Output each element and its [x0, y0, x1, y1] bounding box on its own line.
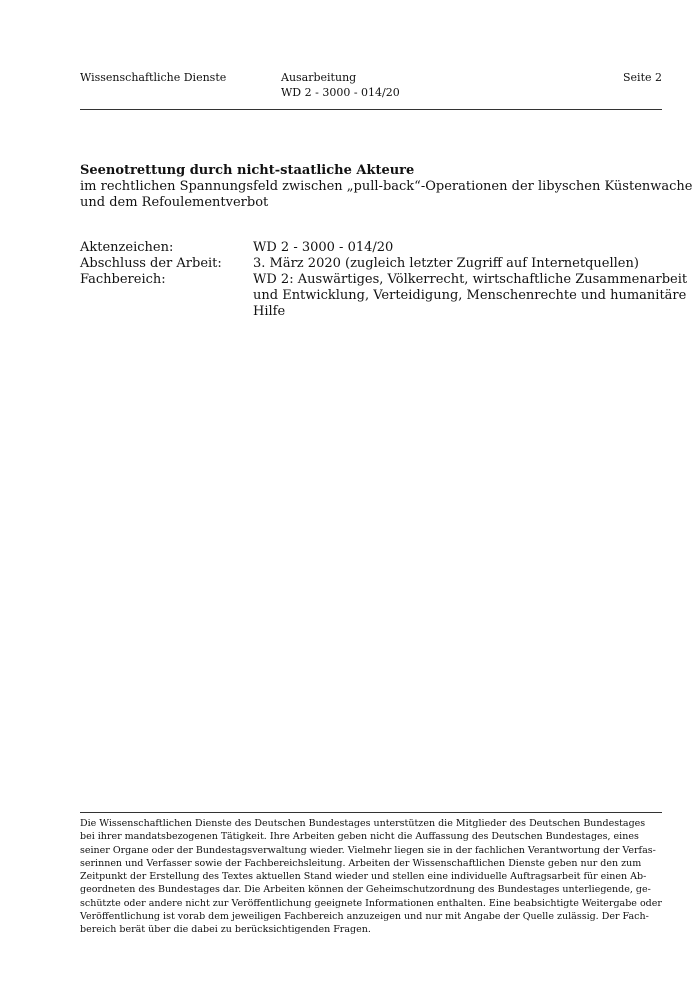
metadata-row-aktenzeichen: [80, 240, 662, 256]
metadata-value-line: und Entwicklung, Verteidigung, Menschenrechte und humanitäre: [253, 288, 687, 303]
metadata-value: [253, 272, 687, 320]
disclaimer-line: bei ihrer mandatsbezogenen Tätigkeit. Ihre Arbeiten geben nicht die Auffassung des Deutschen Bundestages, eines: [80, 831, 639, 843]
header-divider: [80, 109, 662, 110]
disclaimer-line: Die Wissenschaftlichen Dienste des Deutschen Bundestages unterstützen die Mitglieder des Deutschen Bundestages: [80, 818, 646, 829]
metadata-value: [253, 240, 662, 256]
disclaimer-text: [80, 817, 662, 937]
metadata-label: Fachbereich:: [80, 272, 166, 287]
disclaimer-line: seiner Organe oder der Bundestagsverwaltung wieder. Vielmehr liegen sie in der fachlichen Verantwortung der Verfas-: [80, 844, 656, 856]
header-institution: Wissenschaftliche Dienste: [80, 71, 227, 84]
disclaimer-line: Zeitpunkt der Erstellung des Textes aktuellen Stand wieder und stellen eine individuelle Auftragsarbeit für einen Ab-: [80, 871, 647, 883]
document-subtitle-line: im rechtlichen Spannungsfeld zwischen „pull-back“-Operationen der libyschen Küstenwache: [80, 179, 693, 194]
metadata-label: Abschluss der Arbeit:: [80, 256, 222, 271]
header-doc-type: Ausarbeitung: [281, 71, 357, 84]
metadata-value-line: WD 2: Auswärtiges, Völkerrecht, wirtschaftliche Zusammenarbeit: [253, 272, 688, 287]
metadata-value-line: Hilfe: [253, 304, 286, 319]
metadata-value: [253, 256, 662, 272]
disclaimer-line: Veröffentlichung ist vorab dem jeweiligen Fachbereich anzuzeigen und nur mit Angabe der Quelle zulässig. Der Fach-: [80, 911, 649, 923]
document-title: Seenotrettung durch nicht-staatliche Akteure: [80, 163, 415, 178]
disclaimer-line: schützte oder andere nicht zur Veröffentlichung geeignete Informationen enthalten. Eine beabsichtigte Weitergabe oder: [80, 897, 662, 909]
header-page-number: Seite 2: [623, 71, 662, 84]
footer-divider: [80, 812, 662, 813]
metadata-label: Aktenzeichen:: [80, 240, 174, 255]
metadata-value-line: WD 2 - 3000 - 014/20: [253, 240, 394, 255]
disclaimer-line: geordneten des Bundestages dar. Die Arbeiten können der Geheimschutzordnung des Bundestages unterliegende, ge-: [80, 884, 651, 896]
document-metadata: [80, 240, 688, 320]
header-document-info: [281, 70, 400, 100]
header-doc-number: WD 2 - 3000 - 014/20: [281, 86, 400, 99]
document-subtitle-line: und dem Refoulementverbot: [80, 195, 269, 210]
disclaimer-line: serinnen und Verfasser sowie der Fachbereichsleitung. Arbeiten der Wissenschaftlichen Dienste geben nur den zum: [80, 857, 642, 869]
metadata-row-fachbereich: [80, 272, 688, 320]
disclaimer-line: bereich berät über die dabei zu berücksichtigenden Fragen.: [80, 924, 371, 936]
page-header: [80, 70, 662, 100]
document-title-block: [80, 163, 693, 211]
metadata-row-abschluss: [80, 256, 662, 272]
metadata-value-line: 3. März 2020 (zugleich letzter Zugriff auf Internetquellen): [253, 256, 639, 271]
